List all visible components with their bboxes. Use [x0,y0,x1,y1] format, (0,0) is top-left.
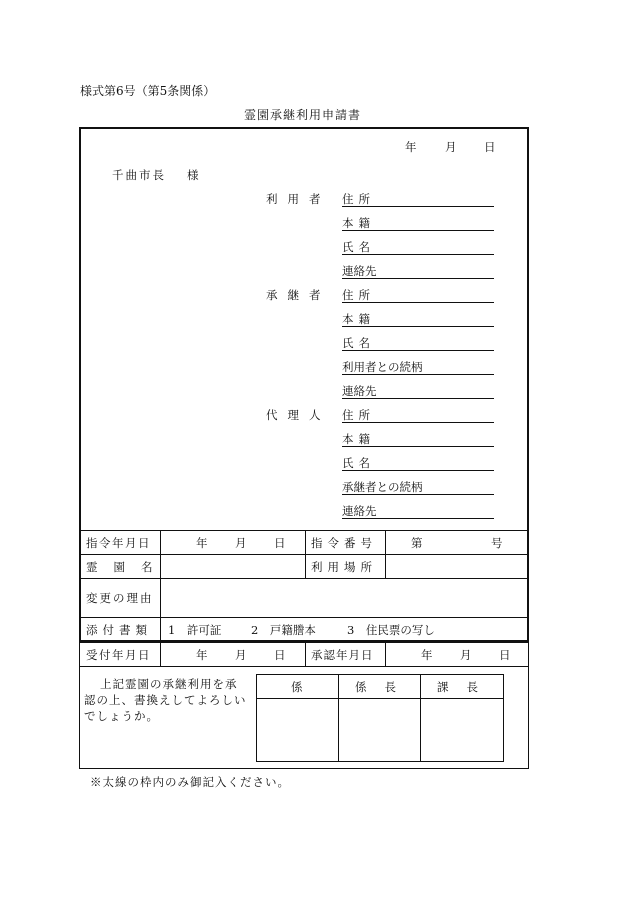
table-col-2 [305,530,306,578]
successor-domicile-line[interactable] [342,326,494,327]
successor-address-label: 住所 [342,288,375,302]
agent-relation-line[interactable] [342,494,494,495]
successor-name-line[interactable] [342,350,494,351]
agent-domicile-line[interactable] [342,446,494,447]
designation-date-day: 日 [274,536,286,550]
approval-date-day: 日 [499,648,511,662]
table-rule-2 [80,578,528,579]
agent-section-label: 代理人 [266,408,331,422]
stamp-header-chief: 係長 [355,680,414,694]
successor-relation-label: 利用者との続柄 [342,360,423,374]
successor-address-line[interactable] [342,302,494,303]
approval-date-year: 年 [421,648,433,662]
usage-place-label: 利用場所 [311,560,377,574]
agent-contact-line[interactable] [342,518,494,519]
received-date-label: 受付年月日 [86,648,151,662]
approval-date-label: 承認年月日 [311,648,374,662]
stamp-header-staff: 係 [291,680,303,694]
table-col-1 [160,530,161,640]
office-message-line-2: 認の上、書換えしてよろしい [84,693,247,707]
user-name-label: 氏名 [342,240,375,254]
office-col-1 [160,642,161,666]
agent-contact-label: 連絡先 [342,504,377,518]
stamp-col-1 [338,674,339,762]
user-contact-line[interactable] [342,278,494,279]
successor-contact-label: 連絡先 [342,384,377,398]
stamp-header-manager: 課長 [437,680,496,694]
date-day: 日 [484,140,496,154]
date-year: 年 [405,140,417,154]
attachments-label: 添付書類 [86,623,152,637]
agent-relation-label: 承継者との続柄 [342,480,423,494]
designation-number-suffix: 号 [491,536,503,550]
date-month: 月 [445,140,457,154]
received-date-day: 日 [274,648,286,662]
agent-domicile-label: 本籍 [342,432,375,446]
stamp-header-rule [257,698,503,699]
table-rule-1 [80,554,528,555]
form-number: 様式第6号（第5条関係） [80,84,216,98]
footnote: ※太線の枠内のみ御記入ください。 [90,775,290,789]
stamp-col-2 [420,674,421,762]
office-message-line-1: 上記霊園の承継利用を承 [100,677,238,691]
addressee: 千曲市長 [112,168,166,182]
designation-number-prefix: 第 [411,536,423,550]
document-title: 霊園承継利用申請書 [244,108,362,122]
received-date-month: 月 [235,648,247,662]
successor-section-label: 承継者 [266,288,331,302]
designation-number-label: 指令番号 [311,536,377,550]
attachment-3: 3 住民票の写し [347,623,435,637]
designation-date-month: 月 [235,536,247,550]
table-col-3 [385,530,386,578]
table-top-rule [80,530,528,531]
successor-name-label: 氏名 [342,336,375,350]
office-col-3 [385,642,386,666]
table-rule-3 [80,617,528,618]
user-name-line[interactable] [342,254,494,255]
office-message-line-3: でしょうか。 [84,709,159,723]
honorific: 様 [187,168,199,182]
agent-name-line[interactable] [342,470,494,471]
successor-relation-line[interactable] [342,374,494,375]
agent-name-label: 氏名 [342,456,375,470]
user-domicile-line[interactable] [342,230,494,231]
office-rule [80,666,528,667]
user-contact-label: 連絡先 [342,264,377,278]
attachment-1: 1 許可証 [168,623,222,637]
change-reason-label: 変更の理由 [86,591,154,605]
agent-address-label: 住所 [342,408,375,422]
received-date-year: 年 [196,648,208,662]
successor-contact-line[interactable] [342,398,494,399]
user-address-label: 住所 [342,192,375,206]
user-section-label: 利用者 [266,192,331,206]
agent-address-line[interactable] [342,422,494,423]
office-col-2 [305,642,306,666]
attachment-2: 2 戸籍謄本 [251,623,316,637]
cemetery-name-label: 霊園名 [86,560,169,574]
user-domicile-label: 本籍 [342,216,375,230]
successor-domicile-label: 本籍 [342,312,375,326]
approval-date-month: 月 [460,648,472,662]
user-address-line[interactable] [342,206,494,207]
designation-date-label: 指令年月日 [86,536,151,550]
designation-date-year: 年 [196,536,208,550]
